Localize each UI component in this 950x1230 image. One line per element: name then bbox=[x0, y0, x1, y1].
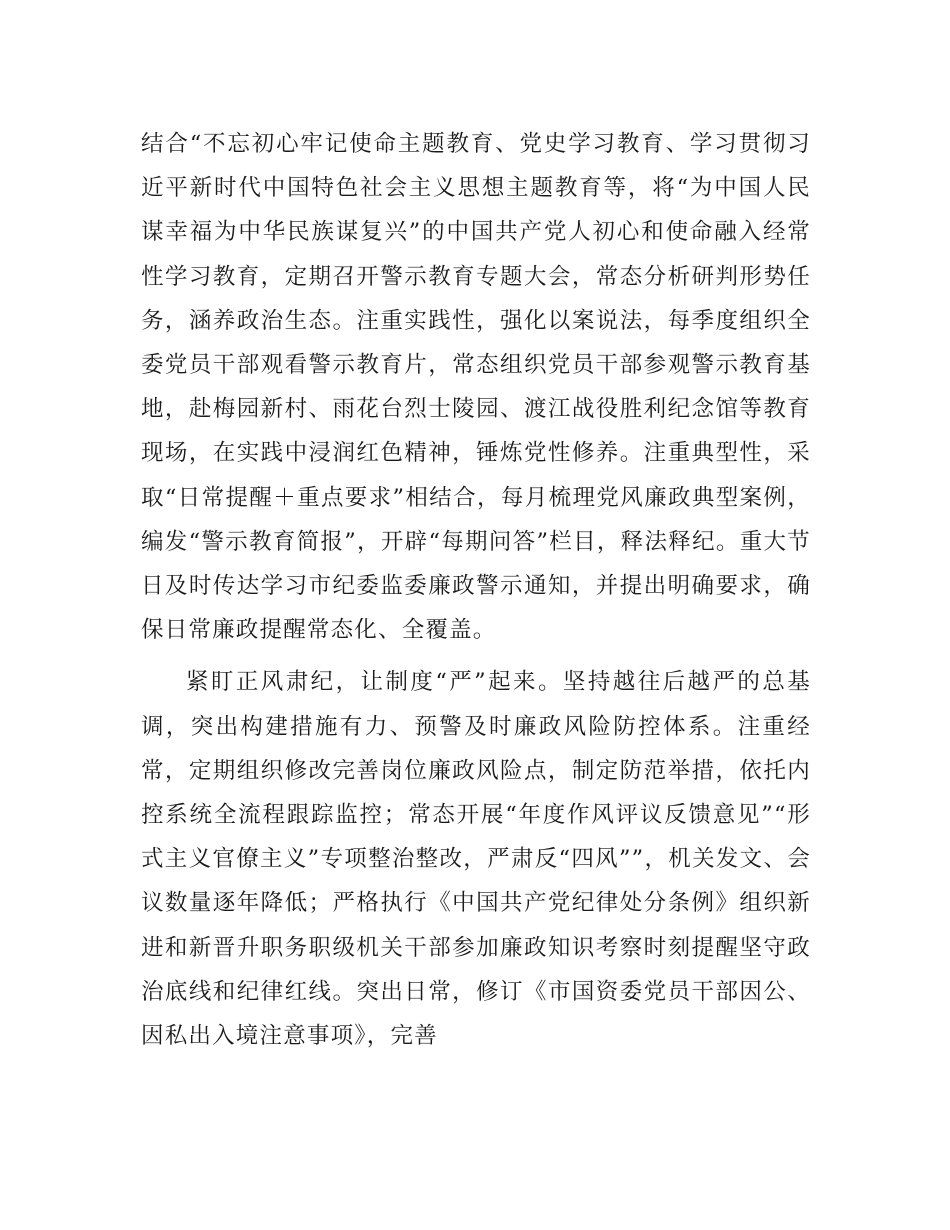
paragraph-2: 紧盯正风肃纪，让制度“严”起来。坚持越往后越严的总基调，突出构建措施有力、预警及时廉政风险防控体系。注重经常，定期组织修改完善岗位廉政风险点，制定防范举措，依托内控系统全流程跟踪监控；常态开展“年度作风评议反馈意见”“形式主义官僚主义”专项整治整改，严肃反“四风””，机关发文、会议数量逐年降低；严格执行《中国共产党纪律处分条例》组织新进和新晋升职务职级机关干部参加廉政知识考察时刻提醒坚守政治底线和纪律红线。突出日常，修订《市国资委党员干部因公、因私出入境注意事项》，完善 bbox=[141, 669, 811, 1050]
paragraph-1: 结合“不忘初心牢记使命主题教育、党史学习教育、学习贯彻习近平新时代中国特色社会主义思想主题教育等，将“为中国人民谋幸福为中华民族谋复兴”的中国共产党人初心和使命融入经常性学习教育，定期召开警示教育专题大会，常态分析研判形势任务，涵养政治生态。注重实践性，强化以案说法，每季度组织全委党员干部观看警示教育片，常态组织党员干部参观警示教育基地，赴梅园新村、雨花台烈士陵园、渡江战役胜利纪念馆等教育现场，在实践中浸润红色精神，锤炼党性修养。注重典型性，采取“日常提醒＋重点要求”相结合，每月梳理党风廉政典型案例，编发“警示教育简报”，开辟“每期问答”栏目，释法释纪。重大节日及时传达学习市纪委监委廉政警示通知，并提出明确要求，确保日常廉政提醒常态化、全覆盖。 bbox=[141, 131, 811, 644]
document-body bbox=[141, 122, 811, 1058]
